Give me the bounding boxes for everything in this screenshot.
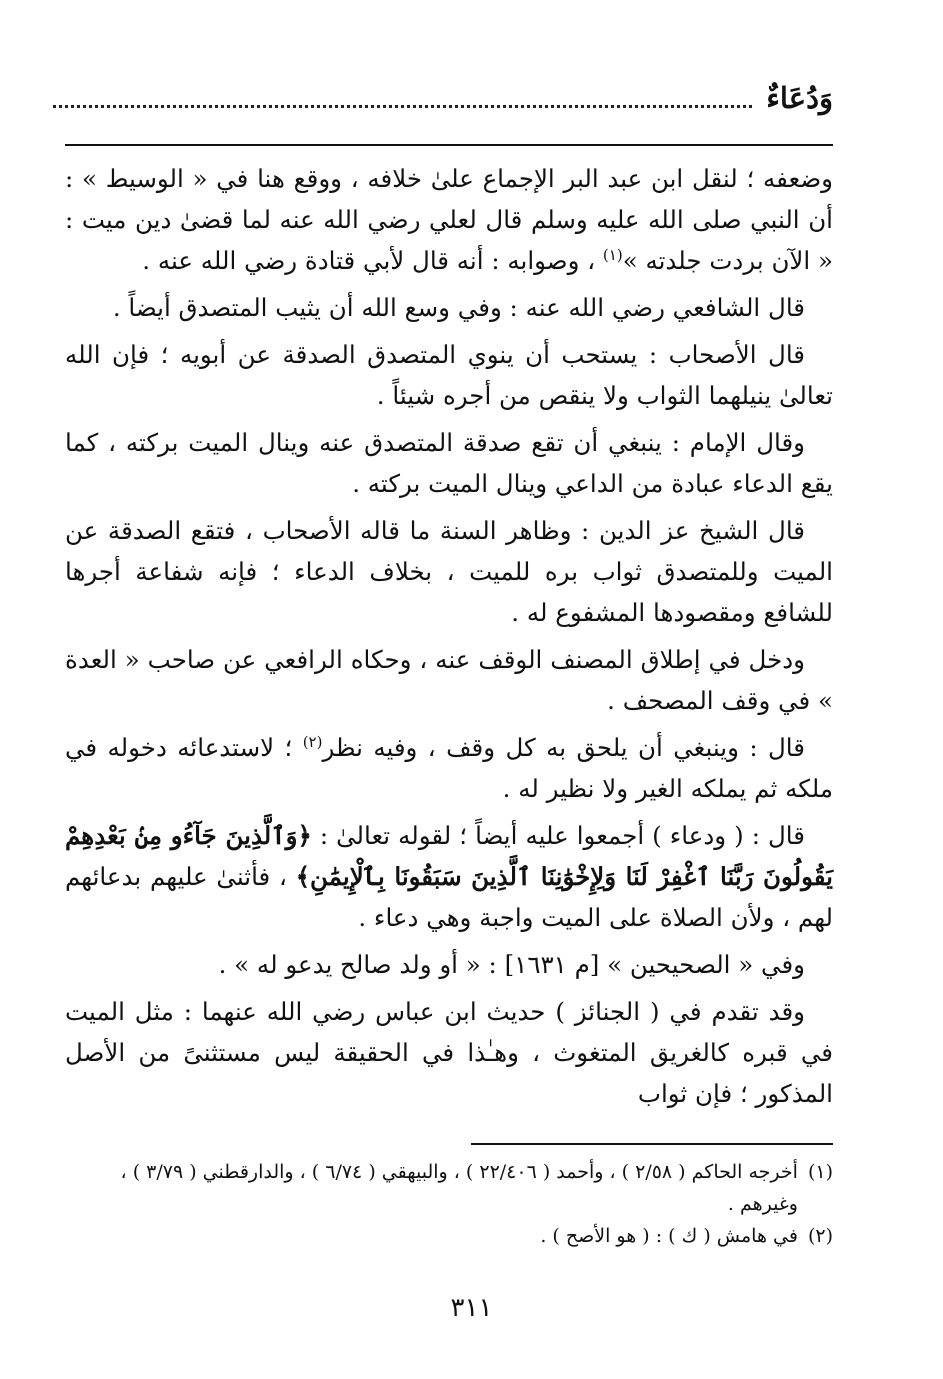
header-title: وَدُعَاءٌ	[766, 81, 833, 115]
paragraph	[65, 944, 833, 985]
footnote	[65, 1220, 833, 1252]
main-text	[65, 158, 833, 1120]
paragraph	[65, 422, 833, 504]
paragraph	[65, 287, 833, 328]
paragraph-text: ، وصوابه : أنه قال لأبي قتادة رضي الله عنه .	[142, 246, 603, 275]
paragraph	[65, 158, 833, 281]
page-number: ٣١١	[450, 1293, 493, 1323]
header-dot-leader	[53, 105, 752, 108]
footnotes	[65, 1156, 833, 1252]
running-header	[53, 78, 833, 118]
paragraph	[65, 991, 833, 1114]
footnote-rule	[471, 1143, 833, 1145]
header-rule	[65, 144, 833, 146]
paragraph-text: قال : وينبغي أن يلحق به كل وقف ، وفيه نظر	[322, 733, 805, 762]
paragraph	[65, 727, 833, 809]
paragraph-text: وفي « الصحيحين » [م ١٦٣١] : « أو ولد صالح يدعو له » .	[218, 950, 805, 979]
footnote-ref: (١)	[602, 245, 623, 264]
paragraph-text: قال : ( ودعاء ) أجمعوا عليه أيضاً ؛ لقوله تعالىٰ :	[311, 821, 805, 850]
paragraph	[65, 510, 833, 633]
paragraph	[65, 815, 833, 938]
paragraph-text: وضعفه ؛ لنقل ابن عبد البر الإجماع علىٰ خلافه ، ووقع هنا في « الوسيط » : أن النبي صلى الله عليه وسلم قال لعلي رضي الله عنه لما قضىٰ دين ميت : « الآن بردت جلدته »	[65, 164, 833, 275]
paragraph-text: ، فأثنىٰ عليهم بدعائهم لهم ، ولأن الصلاة على الميت واجبة وهي دعاء .	[65, 862, 833, 932]
paragraph-text: وقال الإمام : ينبغي أن تقع صدقة المتصدق عنه وينال الميت بركته ، كما يقع الدعاء عبادة من الداعي وينال الميت بركته .	[65, 428, 833, 498]
footnote-number: (٢)	[807, 1225, 833, 1247]
footnote-ref: (٢)	[302, 732, 323, 751]
footnote-text: في هامش ( ك ) : ( هو الأصح ) .	[540, 1225, 798, 1247]
footnote	[65, 1156, 833, 1220]
footnote-number: (١)	[807, 1161, 833, 1183]
footnote-text: أخرجه الحاكم ( ٢/٥٨ ) ، وأحمد ( ٢٢/٤٠٦ ) ، والبيهقي ( ٦/٧٤ ) ، والدارقطني ( ٣/٧٩ ) ، وغيرهم .	[120, 1161, 798, 1215]
paragraph-text: ودخل في إطلاق المصنف الوقف عنه ، وحكاه الرافعي عن صاحب « العدة » في وقف المصحف .	[65, 645, 833, 715]
quran-verse: ﴿وَٱلَّذِينَ جَآءُو مِنۢ بَعْدِهِمْ يَقُولُونَ رَبَّنَا ٱغْفِرْ لَنَا وَلِإِخْوَٰنِنَا ٱلَّذِينَ سَبَقُونَا بِٱلْإِيمَٰنِ﴾	[65, 821, 833, 891]
paragraph	[65, 639, 833, 721]
paragraph-text: وقد تقدم في ( الجنائز ) حديث ابن عباس رضي الله عنهما : مثل الميت في قبره كالغريق المتغوث ، وهـٰذا في الحقيقة ليس مستثنىً من الأصل المذكور ؛ فإن ثواب	[65, 997, 833, 1108]
paragraph-text: قال الشيخ عز الدين : وظاهر السنة ما قاله الأصحاب ، فتقع الصدقة عن الميت وللمتصدق ثواب بره للميت ، بخلاف الدعاء ؛ فإنه شفاعة أجرها للشافع ومقصودها المشفوع له .	[65, 516, 833, 627]
paragraph	[65, 334, 833, 416]
paragraph-text: قال الشافعي رضي الله عنه : وفي وسع الله أن يثيب المتصدق أيضاً .	[112, 293, 805, 322]
paragraph-text: ؛ لاستدعائه دخوله في ملكه ثم يملكه الغير ولا نظير له .	[65, 733, 833, 803]
paragraph-text: قال الأصحاب : يستحب أن ينوي المتصدق الصدقة عن أبويه ؛ فإن الله تعالىٰ ينيلهما الثواب ولا ينقص من أجره شيئاً .	[65, 340, 833, 410]
